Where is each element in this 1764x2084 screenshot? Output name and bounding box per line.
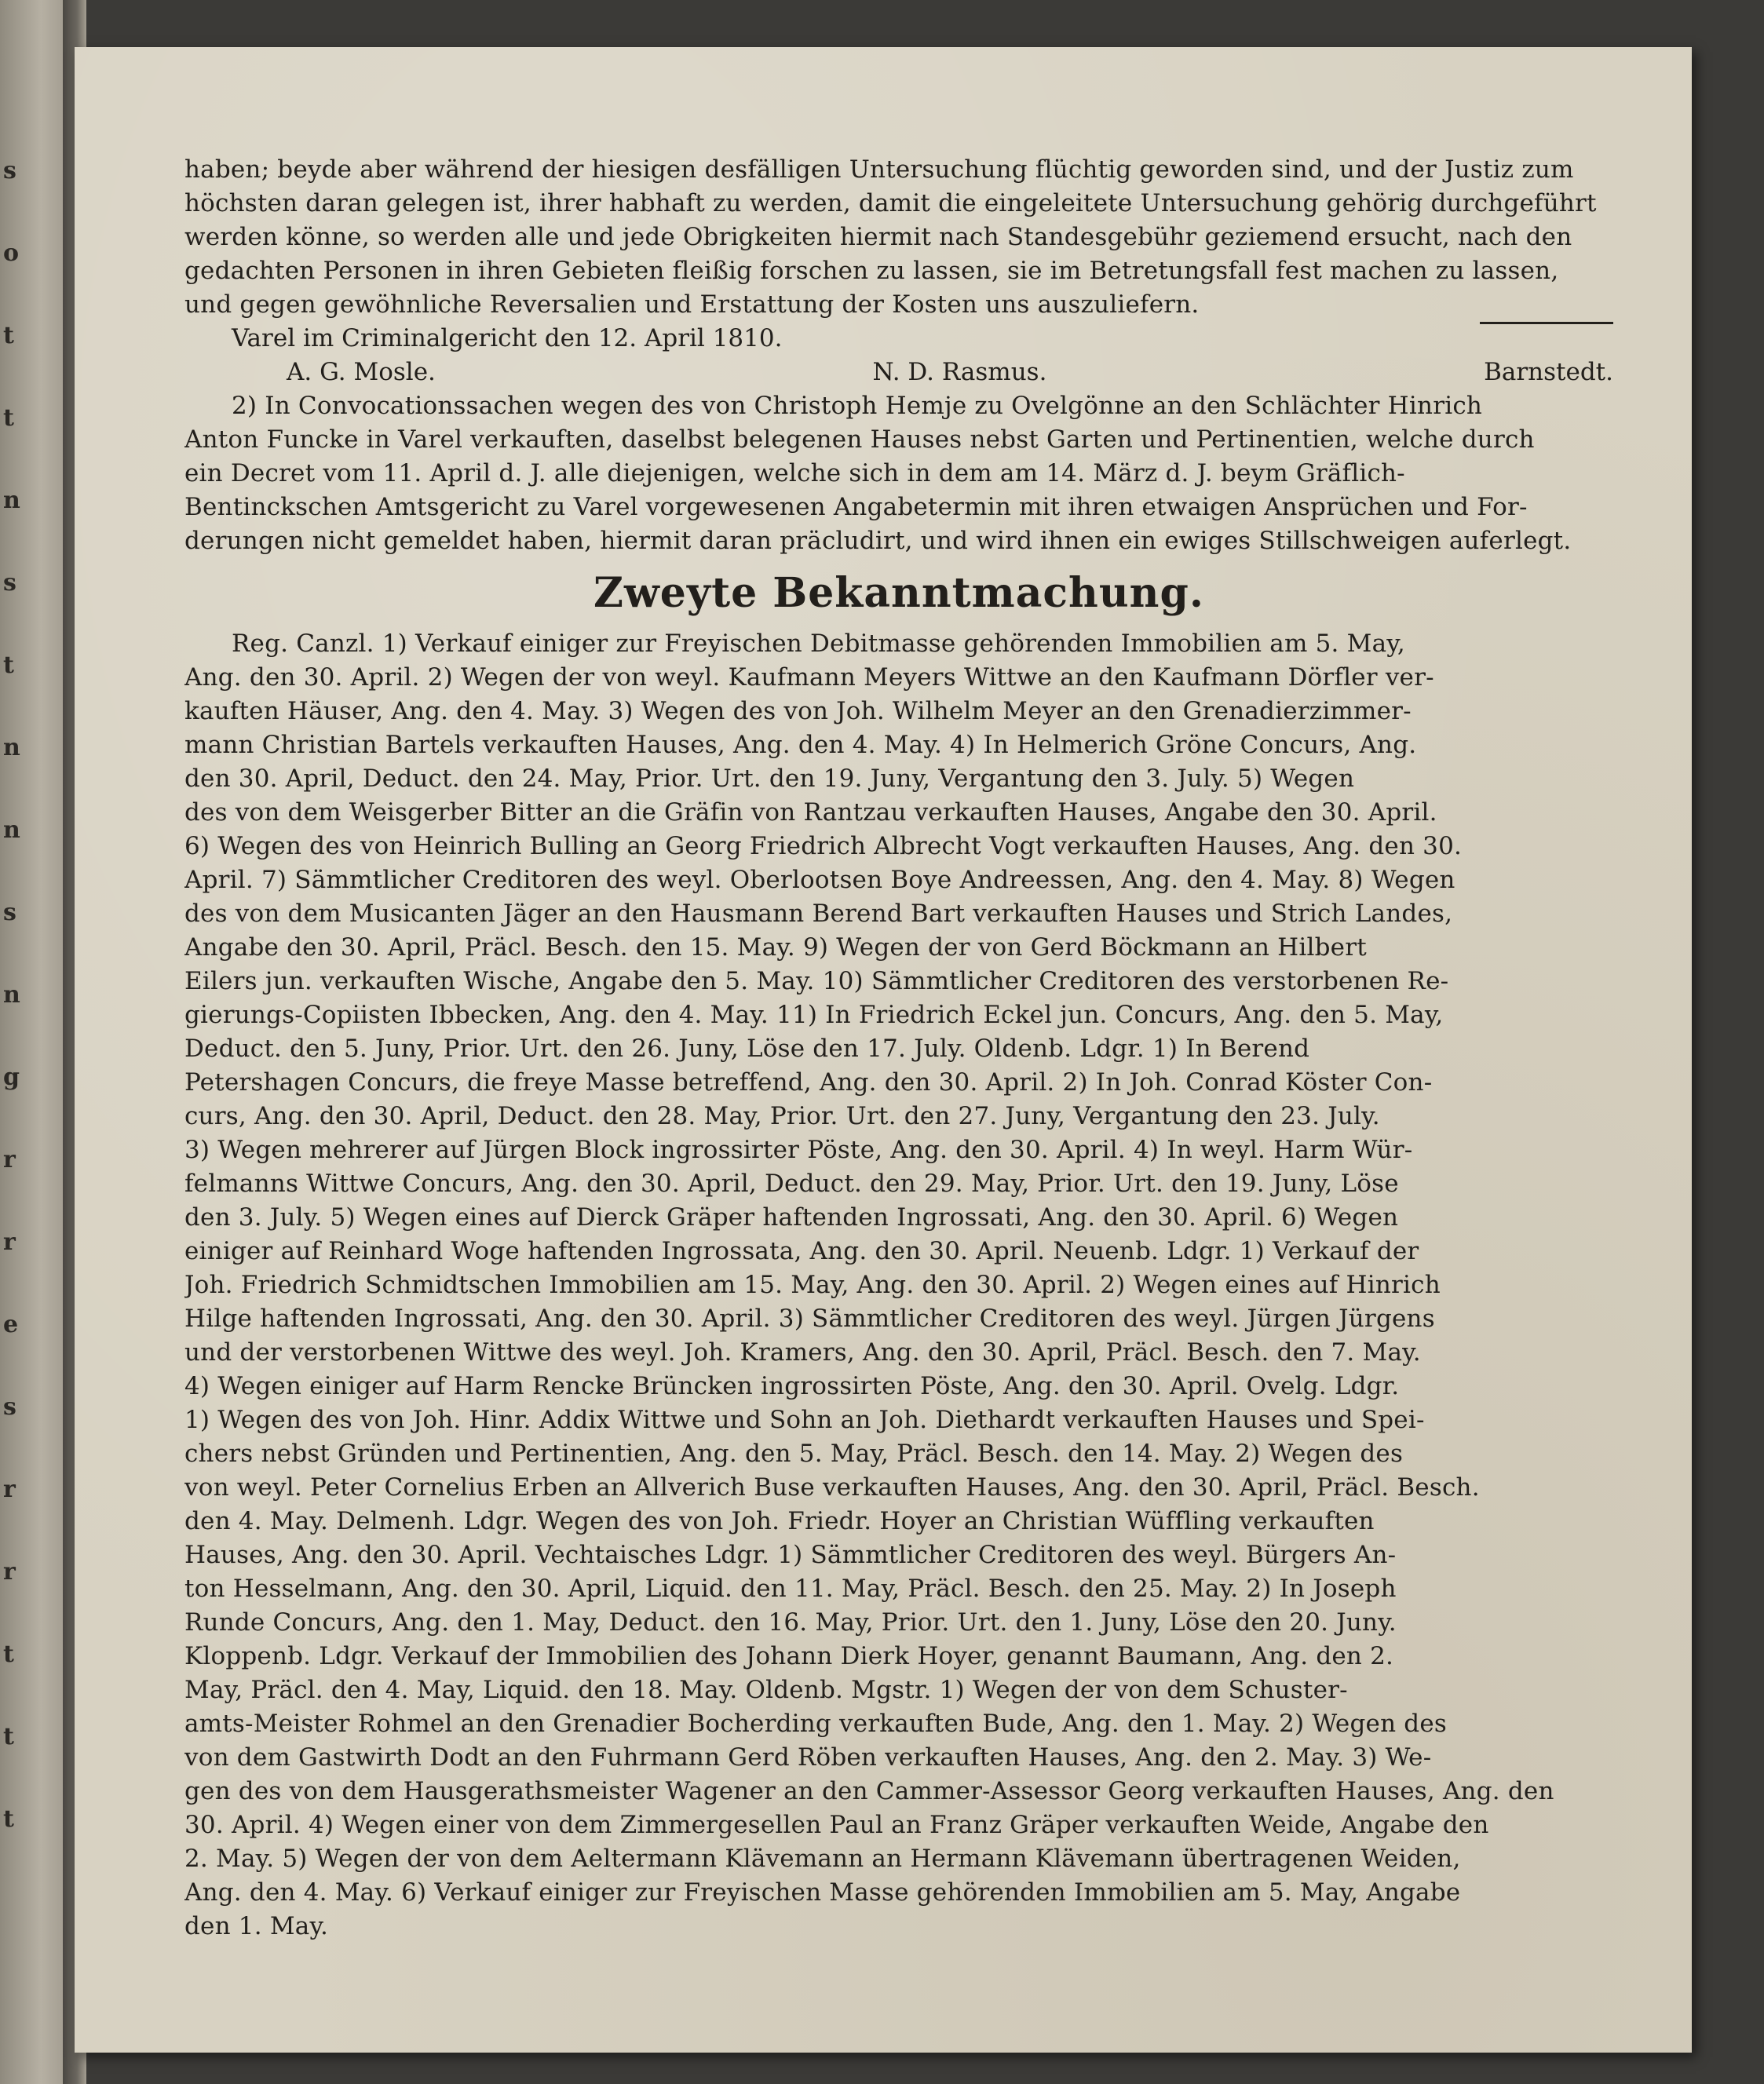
text-line: kauften Häuser, Ang. den 4. May. 3) Wegen des von Joh. Wilhelm Meyer an den Grenadierzimmer- xyxy=(184,697,1412,725)
text-line: Petershagen Concurs, die freye Masse betreffend, Ang. den 30. April. 2) In Joh. Conrad Köster Con- xyxy=(184,1068,1433,1097)
text-line: gen des von dem Hausgerathsmeister Wagener an den Cammer-Assessor Georg verkauften Hauses, Ang. den xyxy=(184,1777,1554,1805)
text-line: mann Christian Bartels verkauften Hauses, Ang. den 4. May. 4) In Helmerich Gröne Concurs, Ang. xyxy=(184,731,1417,759)
signature-3: Barnstedt. xyxy=(1484,358,1613,386)
text-line: den 3. July. 5) Wegen eines auf Dierck Gräper haftenden Ingrossati, Ang. den 30. April. 6) Wegen xyxy=(184,1203,1399,1232)
text-line: den 30. April, Deduct. den 24. May, Prior. Urt. den 19. Juny, Vergantung den 3. July. 5) Wegen xyxy=(184,765,1355,793)
adjacent-page-letter: t xyxy=(3,404,14,432)
adjacent-page-letter: r xyxy=(3,1146,16,1173)
text-line: den 1. May. xyxy=(184,1912,329,1940)
adjacent-page-letter: t xyxy=(3,322,14,349)
text-line: 30. April. 4) Wegen einer von dem Zimmergesellen Paul an Franz Gräper verkauften Weide, Angabe den xyxy=(184,1811,1489,1839)
text-line: felmanns Wittwe Concurs, Ang. den 30. April, Deduct. den 29. May, Prior. Urt. den 19. Juny, Löse xyxy=(184,1170,1399,1198)
text-line: haben; beyde aber während der hiesigen desfälligen Untersuchung flüchtig geworden sind, und der Justiz zum xyxy=(184,155,1574,184)
text-line: Deduct. den 5. Juny, Prior. Urt. den 26. Juny, Löse den 17. July. Oldenb. Ldgr. 1) In Berend xyxy=(184,1035,1310,1063)
text-line: May, Präcl. den 4. May, Liquid. den 18. May. Oldenb. Mgstr. 1) Wegen der von dem Schuster- xyxy=(184,1676,1348,1704)
text-line: Bentinckschen Amtsgericht zu Varel vorgewesenen Angabetermin mit ihren etwaigen Ansprüchen und For- xyxy=(184,493,1528,521)
text-line: 2. May. 5) Wegen der von dem Aeltermann Klävemann an Hermann Klävemann übertragenen Weiden, xyxy=(184,1845,1461,1873)
text-line: und der verstorbenen Wittwe des weyl. Joh. Kramers, Ang. den 30. April, Präcl. Besch. den 7. May. xyxy=(184,1338,1421,1367)
paragraph-convocation xyxy=(184,389,1613,558)
text-line: April. 7) Sämmtlicher Creditoren des weyl. Oberlootsen Boye Andreessen, Ang. den 4. May. 8) Wegen xyxy=(184,866,1455,894)
adjacent-page-letter: t xyxy=(3,1641,14,1668)
text-line: 2) In Convocationssachen wegen des von Christoph Hemje zu Ovelgönne an den Schlächter Hinrich xyxy=(232,392,1483,420)
adjacent-page-letter: s xyxy=(3,569,16,597)
text-line: Ang. den 4. May. 6) Verkauf einiger zur Freyischen Masse gehörenden Immobilien am 5. May, Angabe xyxy=(184,1878,1461,1907)
adjacent-page-letter: r xyxy=(3,1476,16,1503)
adjacent-page-letter: o xyxy=(3,239,20,267)
adjacent-page-letter: n xyxy=(3,816,20,844)
text-line: den 4. May. Delmenh. Ldgr. Wegen des von Joh. Friedr. Hoyer an Christian Wüffling verkauften xyxy=(184,1507,1375,1535)
adjacent-page-letter: t xyxy=(3,1723,14,1750)
adjacent-page-letter: n xyxy=(3,981,20,1009)
adjacent-page-letter: r xyxy=(3,1228,16,1256)
adjacent-page-letter: s xyxy=(3,157,16,184)
text-line: curs, Ang. den 30. April, Deduct. den 28. May, Prior. Urt. den 27. Juny, Vergantung den 23. July. xyxy=(184,1102,1380,1130)
adjacent-page-letter: n xyxy=(3,734,20,761)
text-line: derungen nicht gemeldet haben, hiermit daran präcludirt, und wird ihnen ein ewiges Stillschweigen auferlegt. xyxy=(184,527,1572,555)
document-page xyxy=(75,47,1692,2053)
text-line: und gegen gewöhnliche Reversalien und Erstattung der Kosten uns auszuliefern. xyxy=(184,290,1200,319)
text-line: ein Decret vom 11. April d. J. alle diejenigen, welche sich in dem am 14. März d. J. beym Gräflich- xyxy=(184,459,1405,487)
adjacent-page-letter: s xyxy=(3,1393,16,1421)
text-line: 1) Wegen des von Joh. Hinr. Addix Wittwe und Sohn an Joh. Diethardt verkauften Hauses und Spei- xyxy=(184,1406,1425,1434)
text-line: amts-Meister Rohmel an den Grenadier Bocherding verkauften Bude, Ang. den 1. May. 2) Wegen des xyxy=(184,1710,1447,1738)
text-line: Anton Funcke in Varel verkauften, daselbst belegenen Hauses nebst Garten und Pertinentien, welche durch xyxy=(184,425,1535,454)
text-line: Ang. den 30. April. 2) Wegen der von weyl. Kaufmann Meyers Wittwe an den Kaufmann Dörfler ver- xyxy=(184,663,1434,692)
text-line: werden könne, so werden alle und jede Obrigkeiten hiermit nach Standesgebühr geziemend ersucht, nach den xyxy=(184,223,1572,251)
signature-2: N. D. Rasmus. xyxy=(872,358,1047,386)
text-line: 6) Wegen des von Heinrich Bulling an Georg Friedrich Albrecht Vogt verkauften Hauses, Ang. den 30. xyxy=(184,832,1463,860)
text-line: gedachten Personen in ihren Gebieten fleißig forschen zu lassen, sie im Betretungsfall fest machen zu lassen, xyxy=(184,257,1559,285)
adjacent-page-letter: t xyxy=(3,1805,14,1833)
place-date-row xyxy=(184,322,1613,356)
place-date: Varel im Criminalgericht den 12. April 1810. xyxy=(232,324,783,352)
adjacent-page-letter: n xyxy=(3,487,20,514)
paragraph-proclamation xyxy=(184,153,1613,322)
text-line: Kloppenb. Ldgr. Verkauf der Immobilien des Johann Dierk Hoyer, genannt Baumann, Ang. den 2. xyxy=(184,1642,1394,1670)
text-line: Eilers jun. verkauften Wische, Angabe den 5. May. 10) Sämmtlicher Creditoren des verstorbenen Re- xyxy=(184,967,1449,995)
signature-row xyxy=(184,356,1613,389)
paragraph-announcements xyxy=(184,627,1613,1943)
section-heading: Zweyte Bekanntmachung. xyxy=(593,569,1204,617)
text-line: von dem Gastwirth Dodt an den Fuhrmann Gerd Röben verkauften Hauses, Ang. den 2. May. 3) We- xyxy=(184,1743,1432,1772)
text-line: 4) Wegen einiger auf Harm Rencke Brüncken ingrossirten Pöste, Ang. den 30. April. Ovelg. Ldgr. xyxy=(184,1372,1400,1400)
text-line: 3) Wegen mehrerer auf Jürgen Block ingrossirter Pöste, Ang. den 30. April. 4) In weyl. Harm Wür- xyxy=(184,1136,1413,1164)
text-line: Angabe den 30. April, Präcl. Besch. den 15. May. 9) Wegen der von Gerd Böckmann an Hilbert xyxy=(184,933,1367,962)
text-line: des von dem Weisgerber Bitter an die Gräfin von Rantzau verkauften Hauses, Angabe den 30. April. xyxy=(184,798,1437,827)
signature-1: A. G. Mosle. xyxy=(287,358,436,386)
adjacent-page-letter: g xyxy=(3,1064,20,1091)
adjacent-page-letter: t xyxy=(3,651,14,679)
text-line: des von dem Musicanten Jäger an den Hausmann Berend Bart verkauften Hauses und Strich Landes, xyxy=(184,900,1453,928)
text-line: ton Hesselmann, Ang. den 30. April, Liquid. den 11. May, Präcl. Besch. den 25. May. 2) In Joseph xyxy=(184,1575,1397,1603)
text-line: höchsten daran gelegen ist, ihrer habhaft zu werden, damit die eingeleitete Untersuchung gehörig durchgeführt xyxy=(184,189,1597,217)
text-line: von weyl. Peter Cornelius Erben an Allverich Buse verkauften Hauses, Ang. den 30. April, Präcl. Besch. xyxy=(184,1473,1480,1502)
text-line: Runde Concurs, Ang. den 1. May, Deduct. den 16. May, Prior. Urt. den 1. Juny, Löse den 20. Juny. xyxy=(184,1608,1397,1637)
page-content xyxy=(184,153,1613,1943)
adjacent-page-letter: s xyxy=(3,899,16,926)
text-line: einiger auf Reinhard Woge haftenden Ingrossata, Ang. den 30. April. Neuenb. Ldgr. 1) Verkauf der xyxy=(184,1237,1419,1265)
text-line: Hauses, Ang. den 30. April. Vechtaisches Ldgr. 1) Sämmtlicher Creditoren des weyl. Bürgers An- xyxy=(184,1541,1397,1569)
adjacent-page-letter: e xyxy=(3,1311,19,1338)
text-line: chers nebst Gründen und Pertinentien, Ang. den 5. May, Präcl. Besch. den 14. May. 2) Wegen des xyxy=(184,1440,1404,1468)
separator-rule xyxy=(1480,322,1613,356)
text-line: Reg. Canzl. 1) Verkauf einiger zur Freyischen Debitmasse gehörenden Immobilien am 5. May, xyxy=(232,630,1405,658)
text-line: gierungs-Copiisten Ibbecken, Ang. den 4. May. 11) In Friedrich Eckel jun. Concurs, Ang. den 5. May, xyxy=(184,1001,1444,1029)
text-line: Joh. Friedrich Schmidtschen Immobilien am 15. May, Ang. den 30. April. 2) Wegen eines auf Hinrich xyxy=(184,1271,1441,1299)
adjacent-page-letter: r xyxy=(3,1558,16,1586)
text-line: Hilge haftenden Ingrossati, Ang. den 30. April. 3) Sämmtlicher Creditoren des weyl. Jürgen Jürgens xyxy=(184,1305,1435,1333)
